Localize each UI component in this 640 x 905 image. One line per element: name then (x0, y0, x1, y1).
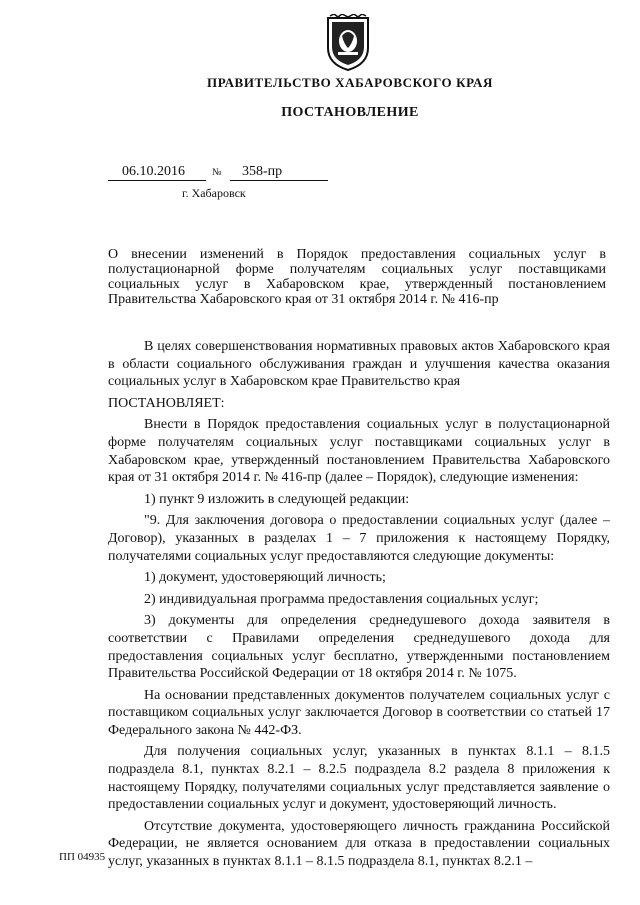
resolves-heading: ПОСТАНОВЛЯЕТ: (108, 395, 225, 411)
document-date: 06.10.2016 (108, 164, 206, 181)
paragraph: Внести в Порядок предоставления социальных услуг в полустационарной форме получателям социальных услуг поставщиками социальных услуг в Хабаровском крае, утвержденный постановлением Правительства Хабаровского края от 31 октября 2014 г. № 416-пр (далее – Порядок), следующие изменения: (108, 417, 610, 486)
paragraph: На основании представленных документов получателем социальных услуг с поставщиком социальных услуг заключается Договор в соответствии со статьей 17 Федерального закона № 442-ФЗ. (108, 687, 610, 738)
paragraph: 1) пункт 9 изложить в следующей редакции: (144, 491, 410, 507)
document-number: 358-пр (230, 164, 328, 181)
document-type: ПОСТАНОВЛЕНИЕ (281, 105, 419, 120)
paragraph: "9. Для заключения договора о предоставлении социальных услуг (далее – Договор), указанных в разделах 1 – 7 приложения к настоящему Порядку, получателями социальных услуг предоставляются следующие документы: (108, 513, 610, 564)
document-body (108, 338, 610, 875)
document-subject: О внесении изменений в Порядок предоставления социальных услуг в полустационарной форме получателям социальных услуг поставщиками социальных услуг в Хабаровском крае, утвержденный постановлением Правительства Хабаровского края от 31 октября 2014 г. № 416-пр (108, 247, 606, 307)
number-sign: № (212, 167, 222, 178)
paragraph: 2) индивидуальная программа предоставления социальных услуг; (144, 591, 539, 607)
paragraph: 1) документ, удостоверяющий личность; (144, 570, 386, 586)
government-title: ПРАВИТЕЛЬСТВО ХАБАРОВСКОГО КРАЯ (206, 75, 493, 90)
city: г. Хабаровск (182, 186, 246, 200)
paragraph: Для получения социальных услуг, указанных в пунктах 8.1.1 – 8.1.5 подраздела 8.1, пунктах 8.2.1 – 8.2.5 подраздела 8.2 раздела 8 приложения к настоящему Порядку, получателями социальных услуг представляется заявление о предоставлении социальных услуг и документ, удостоверяющий личность. (108, 744, 610, 813)
date-number-line (108, 164, 338, 184)
paragraph: Отсутствие документа, удостоверяющего личность гражданина Российской Федерации, не является основанием для отказа в предоставлении социальных услуг, указанных в пунктах 8.1.1 – 8.1.5 подраздела 8.1, пунктах 8.2.1 – (108, 818, 610, 870)
footer-code: ПП 04935 (59, 851, 106, 863)
paragraph: 3) документы для определения среднедушевого дохода заявителя в соответствии с Правилами определения среднедушевого дохода для предоставления социальных услуг бесплатно, утвержденными постановлением Правительства Российской Федерации от 18 октября 2014 г. № 1075. (108, 613, 610, 682)
paragraph: В целях совершенствования нормативных правовых актов Хабаровского края в области социального обслуживания граждан и улучшения качества оказания социальных услуг в Хабаровском крае Правительство края (108, 339, 610, 390)
coat-of-arms-icon (324, 14, 372, 72)
